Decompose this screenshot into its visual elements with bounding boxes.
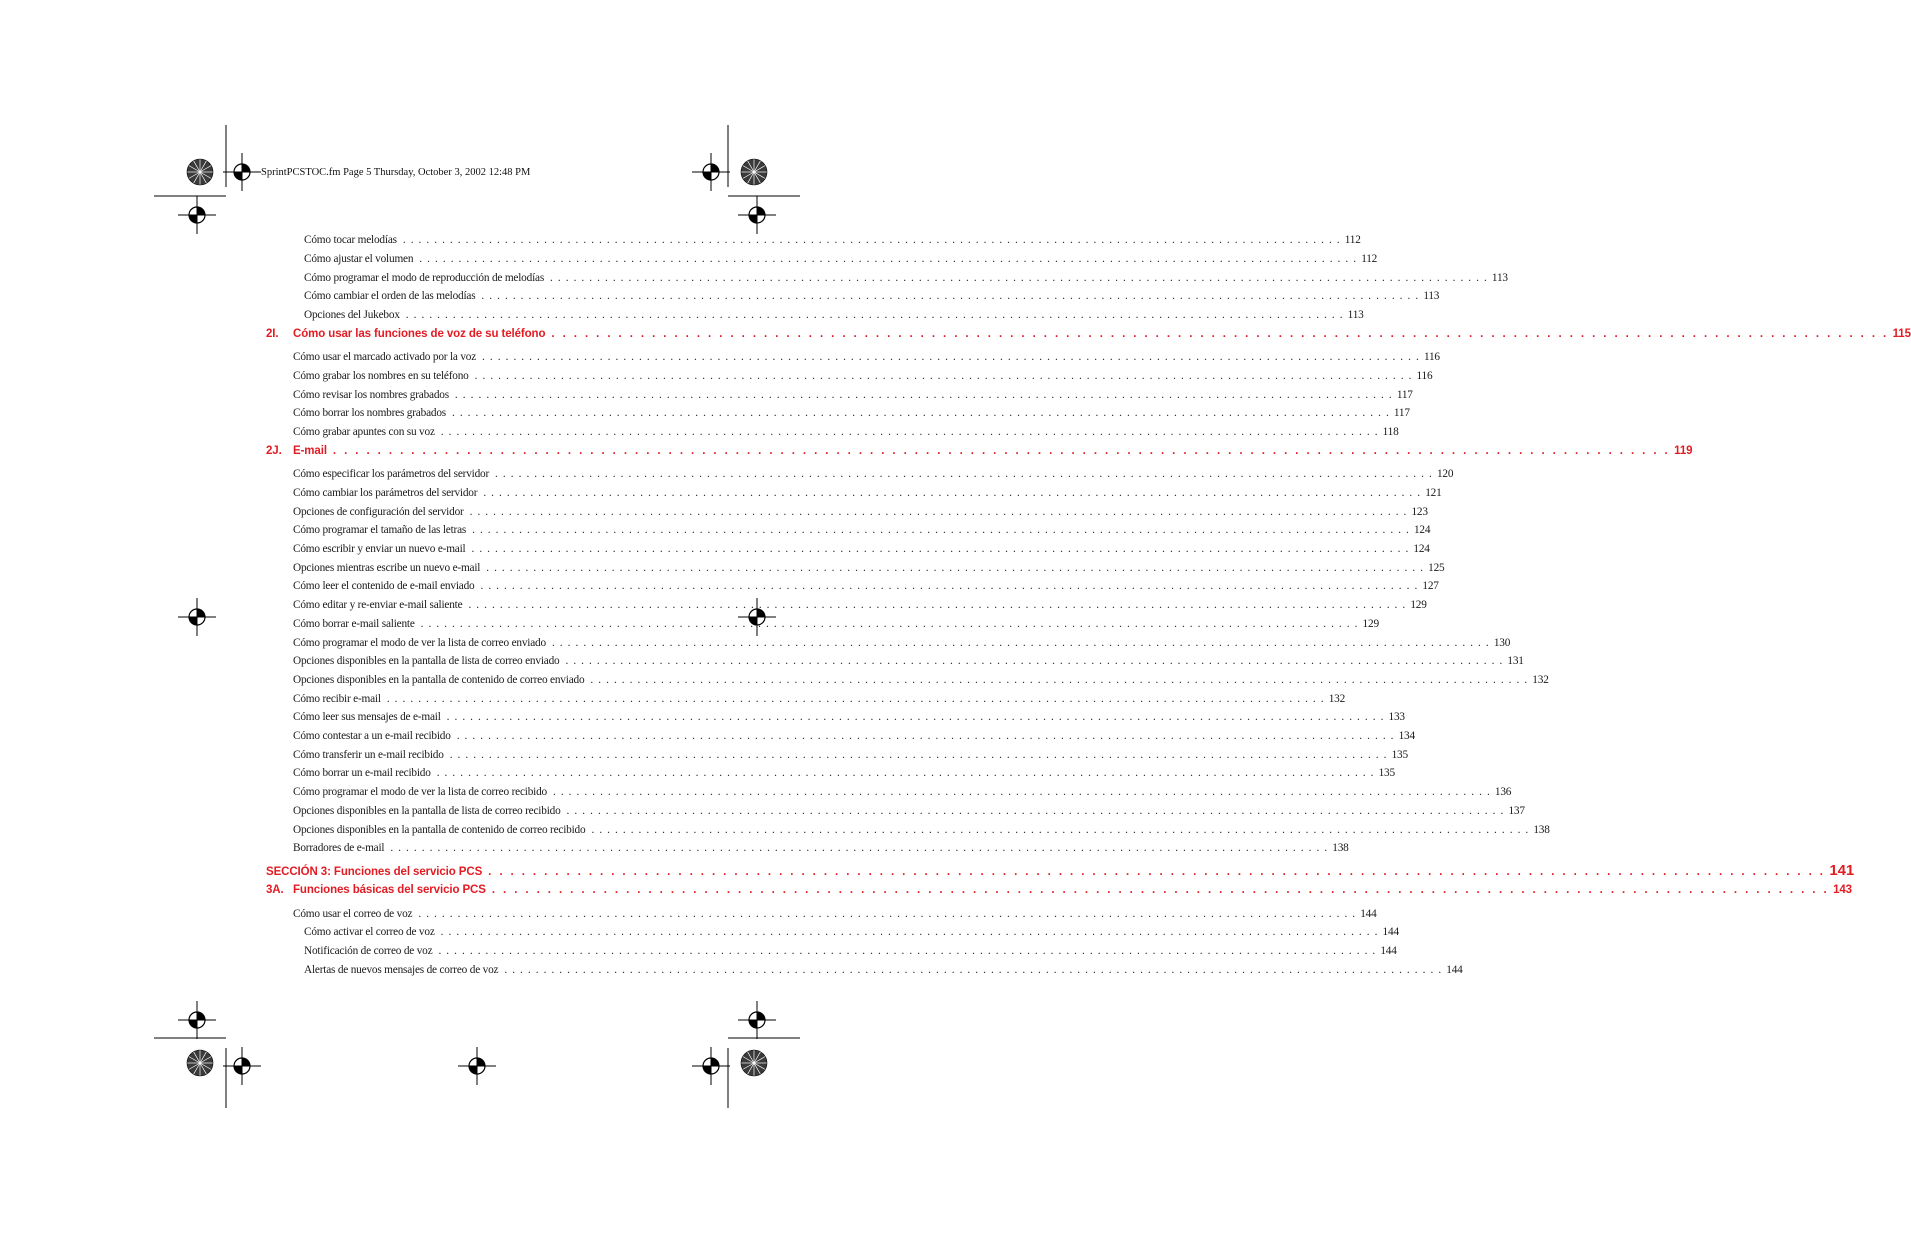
toc-entry[interactable] (304, 253, 1378, 265)
toc-title: Cómo cambiar el orden de las melodías (304, 290, 476, 302)
toc-entry[interactable] (293, 749, 1408, 761)
toc-title: Cómo borrar un e-mail recibido (293, 767, 431, 779)
toc-entry[interactable] (304, 945, 1397, 957)
toc-page-number: 113 (1347, 309, 1364, 321)
toc-title: Cómo tocar melodías (304, 234, 397, 246)
toc-page-number: 123 (1411, 506, 1428, 518)
dot-leader: . . . . . . . . . . . . . . . . . . . . . . . . . . . . . . . . . . . . . . . . . . . . . . . . . . . . . . . . . . . . . . . . . . . . . . . . . . . . . . . . . . . . . . . . . . . . . . . . . . . . . . . . . . . . . . . . . . . . . . . . (552, 786, 1491, 798)
toc-title: Opciones del Jukebox (304, 309, 400, 321)
toc-page-number: 138 (1533, 824, 1550, 836)
toc-entry[interactable] (293, 426, 1399, 438)
toc-page-number: 121 (1425, 487, 1442, 499)
toc-title: Opciones de configuración del servidor (293, 506, 464, 518)
toc-page-number: 143 (1833, 884, 1852, 896)
toc-title: Cómo cambiar los parámetros del servidor (293, 487, 478, 499)
toc-page-number: 113 (1491, 272, 1508, 284)
dot-leader: . . . . . . . . . . . . . . . . . . . . . . . . . . . . . . . . . . . . . . . . . . . . . . . . . . . . . . . . . . . . . . . . . . . . . . . . . . . . . . . . . . . . . . . . . . . . . . . . . . . . . . . . . . . . . . . . . . . . . . . . (402, 234, 1341, 246)
toc-title: Borradores de e-mail (293, 842, 385, 854)
dot-leader: . . . . . . . . . . . . . . . . . . . . . . . . . . . . . . . . . . . . . . . . . . . . . . . . . . . . . . . . . . . . . . . . . . . . . . . . . . . . . . . . . . . . . . . . . . . . . . . . . . . . . . . . . . . . . . . . . . . . . . . . (565, 655, 1504, 667)
toc-page-number: 129 (1410, 599, 1427, 611)
toc-entry[interactable] (293, 407, 1410, 419)
toc-page-number: 135 (1391, 749, 1408, 761)
dot-leader: . . . . . . . . . . . . . . . . . . . . . . . . . . . . . . . . . . . . . . . . . . . . . . . . . . . . . . . . . . . . . . . . . . . . . . . . . . . . . . . . . . . . . . . . . . . . . . . . . . . . . . . . . . . . . . . . . . . . . . . . (449, 749, 1388, 761)
dot-leader: . . . . . . . . . . . . . . . . . . . . . . . . . . . . . . . . . . . . . . . . . . . . . . . . . . . . . . . . . . . . . . . . . . . . . . . . . . . . . . . . . . . . . . . . . . . . . . . . . . . . . . . . . . . . . . . . . . . . . . . . (390, 842, 1329, 854)
toc-entry[interactable] (293, 487, 1442, 499)
toc-page-number: 120 (1436, 468, 1454, 480)
dot-leader: . . . . . . . . . . . . . . . . . . . . . . . . . . . . . . . . . . . . . . . . . . . . . . . . . . . . . . . . . . . . . . . . . . . . . . . . . . . . . . . . . . . . . . . . . . . . . . . . . . . . . . . . . . . . . . . . . . . . . . . . (480, 580, 1419, 592)
dot-leader: . . . . . . . . . . . . . . . . . . . . . . . . . . . . . . . . . . . . . . . . . . . . . . . . . . . . . . . . . . . . . . . . . . . . . . . . . . . . . . . . . . . . . . . . . . . . . . . . . . . . . . . . . . . . . . . . . . . . . . . . (481, 290, 1420, 302)
toc-section-heading[interactable] (266, 862, 1855, 879)
toc-page-number: 124 (1413, 543, 1430, 555)
dot-leader: . . . . . . . . . . . . . . . . . . . . . . . . . . . . . . . . . . . . . . . . . . . . . . . . . . . . . . . . . . . . . . . . . . . . . . . . . . . . . . . . . . . . . . . . . . . . . . . . . . . . . . . . . . . . . . . . . . . . . . . . (440, 426, 1379, 438)
toc-page-number: 133 (1388, 711, 1405, 723)
toc-page-number: 117 (1396, 389, 1413, 401)
toc-entry[interactable] (293, 524, 1431, 536)
toc-entry[interactable] (293, 711, 1405, 723)
toc-title: Cómo revisar los nombres grabados (293, 389, 449, 401)
dot-leader: . . . . . . . . . . . . . . . . . . . . . . . . . . . . . . . . . . . . . . . . . . . . . . . . . . . . . . . . . . . . . . . . . . . . . . . . . . . . . . . . . . . . . . . . . . . . . . . . . . . . . . . . . . . . . . . . . . . . . . . . (495, 468, 1433, 480)
toc-chapter-heading[interactable] (266, 328, 1911, 340)
toc-title: Cómo usar el correo de voz (293, 908, 413, 920)
toc-title: Opciones disponibles en la pantalla de lista de correo recibido (293, 805, 561, 817)
toc-entry[interactable] (293, 637, 1511, 649)
toc-title: Opciones disponibles en la pantalla de lista de correo enviado (293, 655, 560, 667)
toc-page-number: 131 (1507, 655, 1524, 667)
toc-title: Cómo borrar los nombres grabados (293, 407, 446, 419)
toc-page-number: 134 (1398, 730, 1415, 742)
toc-title: E-mail (293, 445, 327, 457)
toc-title: Cómo programar el modo de ver la lista de correo enviado (293, 637, 546, 649)
toc-title: Cómo programar el modo de reproducción de melodías (304, 272, 545, 284)
dot-leader: . . . . . . . . . . . . . . . . . . . . . . . . . . . . . . . . . . . . . . . . . . . . . . . . . . . . . . . . . . . . . . . . . . . . . . . . . . . . . . . . . . . . . . . . . . . . . . . . . . . . . . . . . . . . . . . . . . . . . . . . (332, 445, 1671, 457)
toc-page-number: 138 (1332, 842, 1349, 854)
toc-title: Cómo grabar apuntes con su voz (293, 426, 435, 438)
toc-title: Alertas de nuevos mensajes de correo de voz (304, 964, 499, 976)
dot-leader: . . . . . . . . . . . . . . . . . . . . . . . . . . . . . . . . . . . . . . . . . . . . . . . . . . . . . . . . . . . . . . . . . . . . . . . . . . . . . . . . . . . . . . . . . . . . . . . . . . . . . . . . . . . . . . . . . . . . . . . . (405, 309, 1344, 321)
toc-title: Cómo especificar los parámetros del servidor (293, 468, 490, 480)
toc-title: Notificación de correo de voz (304, 945, 433, 957)
toc-entry[interactable] (304, 272, 1508, 284)
toc-title: Cómo usar el marcado activado por la voz (293, 351, 477, 363)
dot-leader: . . . . . . . . . . . . . . . . . . . . . . . . . . . . . . . . . . . . . . . . . . . . . . . . . . . . . . . . . . . . . . . . . . . . . . . . . . . . . . . . . . . . . . . . . . . . . . . . . . . . . . . . . . . . . . . . . . . . . . . . (436, 767, 1375, 779)
toc-title: Cómo borrar e-mail saliente (293, 618, 415, 630)
toc-page-number: 113 (1423, 290, 1440, 302)
toc-chapter-number: 2J. (266, 445, 282, 457)
toc-page-number: 115 (1892, 328, 1911, 340)
dot-leader: . . . . . . . . . . . . . . . . . . . . . . . . . . . . . . . . . . . . . . . . . . . . . . . . . . . . . . . . . . . . . . . . . . . . . . . . . . . . . . . . . . . . . . . . . . . . . . . . . . . . . . . . . . . . . . . . . . . . . . . . (550, 272, 1488, 284)
toc-page-number: 125 (1428, 562, 1445, 574)
toc-page-number: 117 (1393, 407, 1410, 419)
toc-page-number: 119 (1674, 445, 1693, 457)
toc-entry[interactable] (293, 842, 1349, 854)
dot-leader: . . . . . . . . . . . . . . . . . . . . . . . . . . . . . . . . . . . . . . . . . . . . . . . . . . . . . . . . . . . . . . . . . . . . . . . . . . . . . . . . . . . . . . . . . . . . . . . . . . . . . . . . . . . . . . . . . . . . . . . . (468, 599, 1407, 611)
toc-entry[interactable] (293, 599, 1427, 611)
toc-entry[interactable] (293, 805, 1525, 817)
toc-title: Cómo recibir e-mail (293, 693, 381, 705)
toc-title: Cómo leer el contenido de e-mail enviado (293, 580, 475, 592)
toc-entry[interactable] (293, 767, 1395, 779)
dot-leader: . . . . . . . . . . . . . . . . . . . . . . . . . . . . . . . . . . . . . . . . . . . . . . . . . . . . . . . . . . . . . . . . . . . . . . . . . . . . . . . . . . . . . . . . . . . . . . . . . . . . . . . . . . . . . . . . . . . . . . . . (566, 805, 1505, 817)
toc-title: Cómo escribir y enviar un nuevo e-mail (293, 543, 466, 555)
toc-chapter-number: 2I. (266, 328, 279, 340)
toc-page-number: 132 (1328, 693, 1346, 705)
toc-page-number: 112 (1361, 253, 1378, 265)
toc-page-number: 144 (1360, 908, 1377, 920)
toc-page-number: 137 (1508, 805, 1525, 817)
toc-entry[interactable] (293, 389, 1413, 401)
dot-leader: . . . . . . . . . . . . . . . . . . . . . . . . . . . . . . . . . . . . . . . . . . . . . . . . . . . . . . . . . . . . . . . . . . . . . . . . . . . . . . . . . . . . . . . . . . . . . . . . . . . . . . . . . . . . . . . . . . . . . . . . (472, 524, 1410, 536)
toc-title: Cómo programar el modo de ver la lista de correo recibido (293, 786, 547, 798)
toc-entry[interactable] (293, 908, 1377, 920)
toc-page-number: 144 (1382, 926, 1399, 938)
toc-entry[interactable] (293, 824, 1550, 836)
dot-leader: . . . . . . . . . . . . . . . . . . . . . . . . . . . . . . . . . . . . . . . . . . . . . . . . . . . . . . . . . . . . . . . . . . . . . . . . . . . . . . . . . . . . . . . . . . . . . . . . . . . . . . . . . . . . . . . . . . . . . . . . (483, 487, 1422, 499)
toc-title: Cómo grabar los nombres en su teléfono (293, 370, 469, 382)
toc-page-number: 141 (1829, 862, 1855, 879)
dot-leader: . . . . . . . . . . . . . . . . . . . . . . . . . . . . . . . . . . . . . . . . . . . . . . . . . . . . . . . . . . . . . . . . . . . . . . . . . . . . . . . . . . . . . . . . . . . . . . . . . . . . . . . . . . . . . . . . . . . . . . . . (419, 253, 1358, 265)
toc-entry[interactable] (304, 964, 1463, 976)
toc-page-number: 135 (1378, 767, 1395, 779)
dot-leader: . . . . . . . . . . . . . . . . . . . . . . . . . . . . . . . . . . . . . . . . . . . . . . . . . . . . . . . . . . . . . . . . . . . . . . . . . . . . . . . . . . . . . . . . . . . . . . . . . . . . . . . . . . . . . . . . . . . . . . . . (591, 824, 1530, 836)
toc-page-number: 132 (1532, 674, 1549, 686)
toc-title: Cómo leer sus mensajes de e-mail (293, 711, 441, 723)
toc-title: SECCIÓN 3: Funciones del servicio PCS (266, 866, 483, 878)
dot-leader: . . . . . . . . . . . . . . . . . . . . . . . . . . . . . . . . . . . . . . . . . . . . . . . . . . . . . . . . . . . . . . . . . . . . . . . . . . . . . . . . . . . . . . . . . . . . . . . . . . . . . . . . . . . . . . . . . . . . . . . . (551, 637, 1490, 649)
dot-leader: . . . . . . . . . . . . . . . . . . . . . . . . . . . . . . . . . . . . . . . . . . . . . . . . . . . . . . . . . . . . . . . . . . . . . . . . . . . . . . . . . . . . . . . . . . . . . . . . . . . . . . . . . . . . . . . . . . . . . . . . (454, 389, 1393, 401)
toc-page-number: 144 (1380, 945, 1397, 957)
toc-title: Cómo activar el correo de voz (304, 926, 435, 938)
dot-leader: . . . . . . . . . . . . . . . . . . . . . . . . . . . . . . . . . . . . . . . . . . . . . . . . . . . . . . . . . . . . . . . . . . . . . . . . . . . . . . . . . . . . . . . . . . . . . . . . . . . . . . . . . . . . . . . . . . . . . . . . (386, 693, 1325, 705)
dot-leader: . . . . . . . . . . . . . . . . . . . . . . . . . . . . . . . . . . . . . . . . . . . . . . . . . . . . . . . . . . . . . . . . . . . . . . . . . . . . . . . . . . . . . . . . . . . . . . . . . . . . . . . . . . . . . . . . . . . . . . . . (551, 328, 1889, 340)
dot-leader: . . . . . . . . . . . . . . . . . . . . . . . . . . . . . . . . . . . . . . . . . . . . . . . . . . . . . . . . . . . . . . . . . . . . . . . . . . . . . . . . . . . . . . . . . . . . . . . . . . . . . . . . . . . . . . . . . . . . . . . . (446, 711, 1385, 723)
toc-page-number: 124 (1413, 524, 1431, 536)
toc-chapter-heading[interactable] (266, 884, 1852, 896)
dot-leader: . . . . . . . . . . . . . . . . . . . . . . . . . . . . . . . . . . . . . . . . . . . . . . . . . . . . . . . . . . . . . . . . . . . . . . . . . . . . . . . . . . . . . . . . . . . . . . . . . . . . . . . . . . . . . . . . . . . . . . . . (451, 407, 1390, 419)
dot-leader: . . . . . . . . . . . . . . . . . . . . . . . . . . . . . . . . . . . . . . . . . . . . . . . . . . . . . . . . . . . . . . . . . . . . . . . . . . . . . . . . . . . . . . . . . . . . . . . . . . . . . . . . . . . . . . . . . . . . . . . . (486, 562, 1425, 574)
dot-leader: . . . . . . . . . . . . . . . . . . . . . . . . . . . . . . . . . . . . . . . . . . . . . . . . . . . . . . . . . . . . . . . . . . . . . . . . . . . . . . . . . . . . . . . . . . . . . . . . . . . . . . . . . . . . . . . . . . . . . . . . (504, 964, 1443, 976)
toc-entry[interactable] (293, 468, 1454, 480)
toc-title: Cómo editar y re-enviar e-mail saliente (293, 599, 463, 611)
toc-page-number: 144 (1446, 964, 1463, 976)
toc-entry[interactable] (293, 674, 1549, 686)
toc-title: Opciones disponibles en la pantalla de contenido de correo recibido (293, 824, 586, 836)
toc-entry[interactable] (293, 655, 1524, 667)
dot-leader: . . . . . . . . . . . . . . . . . . . . . . . . . . . . . . . . . . . . . . . . . . . . . . . . . . . . . . . . . . . . . . . . . . . . . . . . . . . . . . . . . . . . . . . . . . . . . . . . . . . . . . . . . . . . . . . . . . . . . . . . (471, 543, 1410, 555)
toc-page-number: 136 (1494, 786, 1512, 798)
dot-leader: . . . . . . . . . . . . . . . . . . . . . . . . . . . . . . . . . . . . . . . . . . . . . . . . . . . . . . . . . . . . . . . . . . . . . . . . . . . . . . . . . . . . . . . . . . . . . . . . . . . . . . . . . . . . . . . . . . . . . . . . (420, 618, 1359, 630)
toc-chapter-number: 3A. (266, 884, 284, 896)
toc-title: Cómo transferir un e-mail recibido (293, 749, 444, 761)
file-header: SprintPCSTOC.fm Page 5 Thursday, October 3, 2002 12:48 PM (261, 167, 531, 178)
dot-leader: . . . . . . . . . . . . . . . . . . . . . . . . . . . . . . . . . . . . . . . . . . . . . . . . . . . . . . . . . . . . . . . . . . . . . . . . . . . . . . . . . . . . . . . . . . . . . . . . . . . . . . . . . . . . . . . . . . . . . . . . (438, 945, 1377, 957)
toc-page-number: 130 (1493, 637, 1511, 649)
toc-title: Cómo programar el tamaño de las letras (293, 524, 467, 536)
toc-entry[interactable] (293, 580, 1439, 592)
dot-leader: . . . . . . . . . . . . . . . . . . . . . . . . . . . . . . . . . . . . . . . . . . . . . . . . . . . . . . . . . . . . . . . . . . . . . . . . . . . . . . . . . . . . . . . . . . . . . . . . . . . . . . . . . . . . . . . . . . . . . . . . (590, 674, 1529, 686)
toc-entry[interactable] (293, 370, 1433, 382)
toc-entry[interactable] (293, 730, 1415, 742)
toc-entry[interactable] (293, 351, 1440, 363)
dot-leader: . . . . . . . . . . . . . . . . . . . . . . . . . . . . . . . . . . . . . . . . . . . . . . . . . . . . . . . . . . . . . . . . . . . . . . . . . . . . . . . . . . . . . . . . . . . . . . . . . . . . . . . . . . . . . . . . . . . . . . . . (474, 370, 1413, 382)
toc-entry[interactable] (293, 543, 1430, 555)
dot-leader: . . . . . . . . . . . . . . . . . . . . . . . . . . . . . . . . . . . . . . . . . . . . . . . . . . . . . . . . . . . . . . . . . . . . . . . . . . . . . . . . . . . . . . . . . . . . . . . . . . . . . . . . . . . . . . . . . . . . . . . . (418, 908, 1357, 920)
toc-chapter-heading[interactable] (266, 445, 1693, 457)
toc-page-number: 116 (1416, 370, 1433, 382)
toc-entry[interactable] (293, 693, 1346, 705)
dot-leader: . . . . . . . . . . . . . . . . . . . . . . . . . . . . . . . . . . . . . . . . . . . . . . . . . . . . . . . . . . . . . . . . . . . . . . . . . . . . . . . . . . . . . . . . . . . . . . . . . . . . . . . . . . . . . . . . . . . . . . . . (456, 730, 1395, 742)
toc-title: Funciones básicas del servicio PCS (293, 884, 486, 896)
toc-page-number: 112 (1344, 234, 1361, 246)
toc-page-number: 127 (1422, 580, 1439, 592)
toc-entry[interactable] (304, 234, 1361, 246)
toc-entry[interactable] (293, 562, 1445, 574)
toc-entry[interactable] (293, 618, 1379, 630)
toc-title: Opciones disponibles en la pantalla de contenido de correo enviado (293, 674, 585, 686)
dot-leader: . . . . . . . . . . . . . . . . . . . . . . . . . . . . . . . . . . . . . . . . . . . . . . . . . . . . . . . . . . . . . . . . . . . . . . . . . . . . . . . . . . . . . . . . . . . . . . . . . . . . . . . . . . . . . . . . . . . . . . . . (469, 506, 1408, 518)
dot-leader: . . . . . . . . . . . . . . . . . . . . . . . . . . . . . . . . . . . . . . . . . . . . . . . . . . . . . . . . . . . . . . . . . . . . . . . . . . . . . . . . . . . . . . . . . . . . . . . . . . . . . . . . . . . . . . . . . . . . . . . . (491, 884, 1830, 896)
toc-entry[interactable] (293, 786, 1512, 798)
toc-page-number: 129 (1362, 618, 1379, 630)
toc-title: Cómo contestar a un e-mail recibido (293, 730, 451, 742)
toc-entry[interactable] (304, 290, 1440, 302)
dot-leader: . . . . . . . . . . . . . . . . . . . . . . . . . . . . . . . . . . . . . . . . . . . . . . . . . . . . . . . . . . . . . . . . . . . . . . . . . . . . . . . . . . . . . . . . . . . . . . . . . . . . . . . . . . . . . . . . . . . . . . . . (482, 351, 1420, 363)
toc-title: Opciones mientras escribe un nuevo e-mail (293, 562, 481, 574)
toc-page-number: 118 (1382, 426, 1399, 438)
toc-title: Cómo usar las funciones de voz de su teléfono (293, 328, 546, 340)
toc-page-number: 116 (1423, 351, 1440, 363)
toc-entry[interactable] (304, 926, 1399, 938)
dot-leader: . . . . . . . . . . . . . . . . . . . . . . . . . . . . . . . . . . . . . . . . . . . . . . . . . . . . . . . . . . . . . . . . . . . . . . . . . . . . . . . . . . . . . . . . . . . . . . . . . . . . . . . . . . . . . . . . . . . . . . . . (488, 866, 1826, 878)
toc-entry[interactable] (304, 309, 1364, 321)
toc-entry[interactable] (293, 506, 1428, 518)
toc-title: Cómo ajustar el volumen (304, 253, 414, 265)
dot-leader: . . . . . . . . . . . . . . . . . . . . . . . . . . . . . . . . . . . . . . . . . . . . . . . . . . . . . . . . . . . . . . . . . . . . . . . . . . . . . . . . . . . . . . . . . . . . . . . . . . . . . . . . . . . . . . . . . . . . . . . . (440, 926, 1379, 938)
